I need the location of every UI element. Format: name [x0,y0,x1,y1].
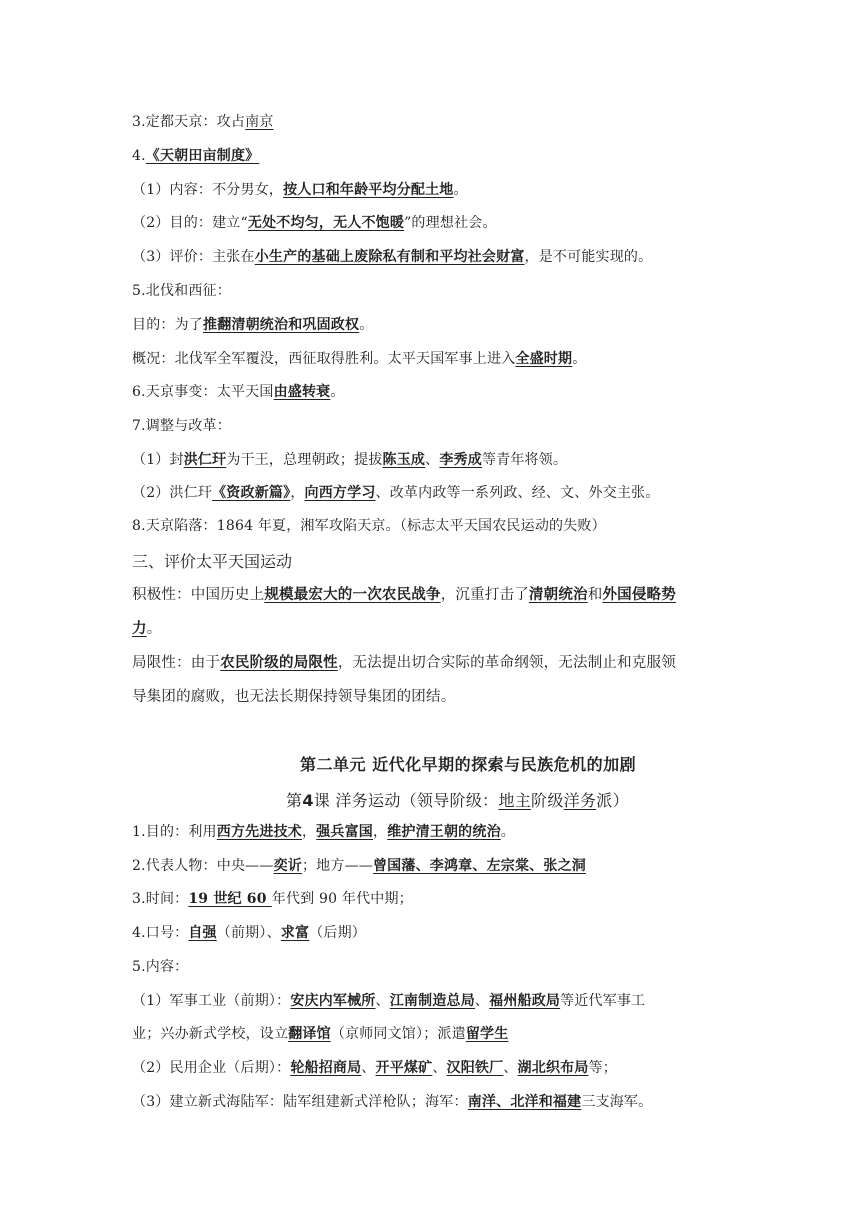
text: ；地方—— [301,858,373,874]
keyword: 自强 [188,925,217,941]
text: ， [290,485,305,501]
keyword: 维护清王朝的统治 [387,824,501,840]
lesson-title [286,788,629,811]
text: ， [301,824,317,840]
reform-point-2 [132,483,660,503]
land-system-evaluation [132,247,652,267]
text: 。 [453,182,468,198]
keyword: 向西方学习 [304,485,376,501]
text: 3.时间： [132,891,189,907]
text: 5.北伐和西征： [132,283,231,299]
text: 、 [432,1060,447,1076]
expeditions-goal [132,315,373,335]
text: （前期）、 [216,925,281,941]
text: 阶级 [531,791,564,810]
keyword: 洋务 [563,791,597,810]
keyword: 湖北织布局 [517,1060,589,1076]
text: 5.内容： [132,959,189,975]
text: 。 [146,621,162,637]
text: 目的：为了 [132,317,203,333]
text: 8.天京陷落：1864 年夏，湘军攻陷天京。（标志太平天国农民运动的失败） [132,518,606,534]
keyword: 全盛时期 [515,351,573,367]
text: 4.口号： [132,925,189,941]
keyword: 留学生 [465,1026,509,1042]
text: 和 [587,587,603,603]
text: 业；兴办新式学校，设立 [132,1026,289,1042]
text: 。 [330,384,345,400]
text: 、 [375,993,390,1009]
text: ，无法提出切合实际的革命纲领，无法制止和克服领 [337,655,676,671]
keyword: 汉阳铁厂 [446,1060,504,1076]
keyword: 福州船政局 [489,993,561,1009]
text: 第 [286,791,303,810]
text: 6.天京事变：太平天国 [132,384,274,400]
keyword: 小生产的基础上废除私有制和平均社会财富 [254,249,525,265]
keyword: 奕䜣 [273,858,302,874]
keyword: 农民阶级的局限性 [220,655,338,671]
yw-military-industry-cont [132,1024,508,1044]
text: ，沉重打击了 [440,587,529,603]
keyword: 19 世纪 60 [188,891,272,907]
text: （后期） [309,925,366,941]
keyword: 江南制造总局 [389,993,475,1009]
text: 概况：北伐军全军覆没，西征取得胜利。太平天国军事上进入 [132,351,516,367]
text: （1）军事工业（前期）： [132,993,291,1009]
text: 、 [474,993,490,1009]
section-heading: 三、评价太平天国运动 [132,552,293,571]
text: ，是不可能实现的。 [524,249,653,265]
text: （3）建立新式海陆军：陆军组建新式洋枪队；海军： [132,1094,468,1110]
keyword: 安庆内军械所 [290,993,376,1009]
keyword: 求富 [280,925,310,941]
keyword: 曾国藩、李鸿章、左宗棠、张之洞 [372,858,586,874]
keyword: 西方先进技术 [216,824,302,840]
text: 7.调整与改革： [132,418,231,434]
text: 3.定都天京：攻占 [132,114,246,130]
text: 为干王，总理朝政；提拔 [226,452,383,468]
land-system-goal [132,213,497,233]
text: ”的理想社会。 [404,215,497,231]
text: （京师同文馆）；派遣 [330,1026,466,1042]
text: 等近代军事工 [560,993,646,1009]
text: 4. [132,148,146,164]
keyword: 李秀成 [439,452,482,468]
text: 。 [500,824,515,840]
eval-positive [132,585,676,605]
keyword: 规模最宏大的一次农民战争 [264,587,441,603]
keyword: 清朝统治 [528,587,588,603]
yw-period [132,889,413,909]
item-fall-of-tianjing [132,516,606,536]
text: 。 [572,351,587,367]
text: 1.目的：利用 [132,824,217,840]
land-system-content [132,180,468,200]
text: 、 [503,1060,518,1076]
keyword: 按人口和年龄平均分配土地 [283,182,454,198]
text: 导集团的腐败，也无法长期保持领导集团的团结。 [132,689,456,705]
text: 派） [596,791,629,810]
yw-figures [132,856,586,876]
yw-civil-enterprises [132,1058,617,1078]
text: 。 [359,317,374,333]
text: 、 [425,452,440,468]
eval-negative-cont [132,687,455,707]
keyword: 外国侵略势 [602,587,676,603]
keyword-nanjing: 南京 [245,114,274,130]
lesson-number: 4 [302,791,314,810]
yw-content [132,957,188,977]
keyword: 南洋、北洋和福建 [467,1094,582,1110]
text: 局限性：由于 [132,655,221,671]
text: 三支海军。 [581,1094,653,1110]
item-expeditions [132,281,231,301]
keyword: 洪仁玕 [183,452,227,468]
keyword: 地主 [498,791,532,810]
keyword: 推翻清朝统治和巩固政权 [203,317,360,333]
yw-slogan [132,923,366,943]
item-tianjing-incident [132,382,345,402]
text: 等； [588,1060,617,1076]
eval-negative [132,653,676,673]
keyword-land-system: 《天朝田亩制度》 [145,148,260,164]
reform-point-1 [132,450,567,470]
keyword: 开平煤矿 [375,1060,433,1076]
text: （2）目的：建立“ [132,215,248,231]
keyword: 陈玉成 [382,452,426,468]
keyword: 力 [132,621,147,637]
keyword: 无处不均匀，无人不饱暖 [247,215,405,231]
item-land-system [132,146,259,166]
keyword: 由盛转衰 [273,384,331,400]
text: 、改革内政等一系列政、经、文、外交主张。 [375,485,660,501]
yw-new-army-navy [132,1092,652,1112]
keyword: 翻译馆 [288,1026,331,1042]
text: 等青年将领。 [481,452,568,468]
expeditions-overview [132,349,586,369]
text: 年代到 90 年代中期； [271,891,413,907]
text: （2）民用企业（后期）： [132,1060,291,1076]
text: （1）内容：不分男女， [132,182,284,198]
text: 积极性：中国历史上 [132,587,265,603]
text: ， [372,824,388,840]
text: 、 [361,1060,376,1076]
keyword: 《资政新篇》 [212,485,291,501]
text: （1）封 [132,452,184,468]
yw-military-industry [132,991,645,1011]
text: （3）评价：主张在 [132,249,255,265]
keyword: 轮船招商局 [290,1060,362,1076]
text: 2.代表人物：中央—— [132,858,274,874]
text: 课 洋务运动（领导阶级： [313,791,499,810]
unit-title: 第二单元 近代化早期的探索与民族危机的加剧 [300,755,637,774]
eval-positive-cont [132,619,161,639]
keyword: 强兵富国 [316,824,373,840]
item-reform [132,416,231,436]
yw-purpose [132,822,515,842]
text: （2）洪仁玕 [132,485,213,501]
item-capital-tianjing [132,112,274,132]
